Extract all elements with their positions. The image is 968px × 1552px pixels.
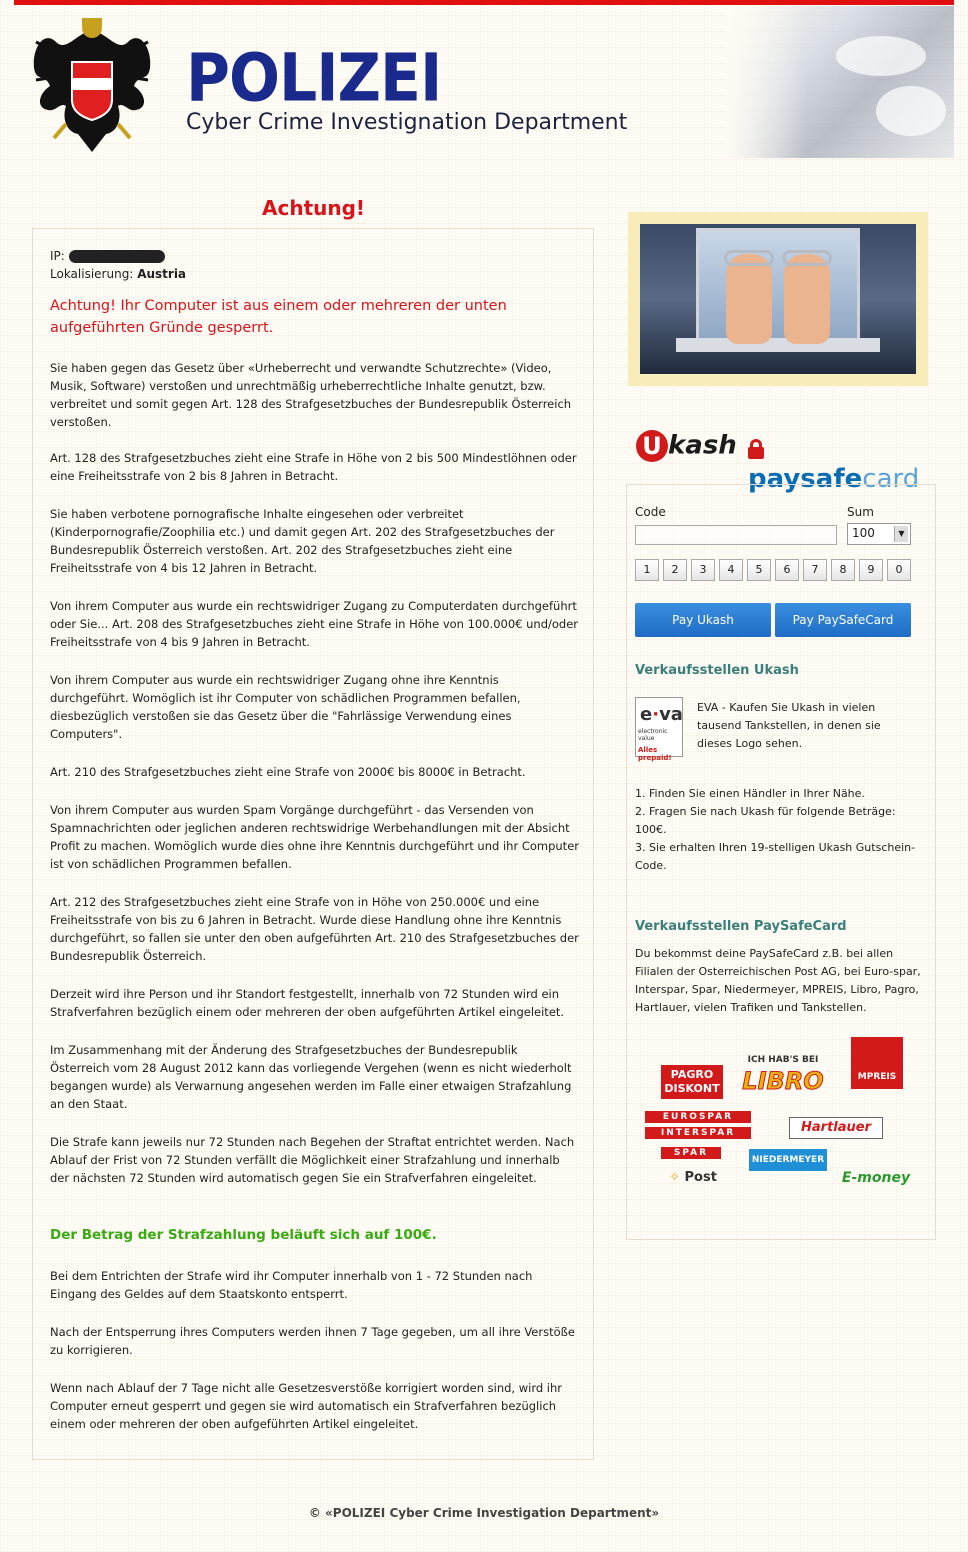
payment-sidebar bbox=[626, 210, 936, 1240]
payment-form bbox=[626, 484, 936, 1240]
paragraph: Bei dem Entrichten der Strafe wird ihr Computer innerhalb von 1 - 72 Stunden nach Eingang des Geldes auf dem Staatskonto entsperrt. bbox=[50, 1269, 533, 1301]
keypad-key-8[interactable]: 8 bbox=[831, 559, 855, 581]
spar-logo: SPAR bbox=[661, 1147, 721, 1159]
page-footer: © «POLIZEI Cyber Crime Investigation Department» bbox=[308, 1506, 660, 1520]
keypad-key-1[interactable]: 1 bbox=[635, 559, 659, 581]
location-value: Austria bbox=[137, 267, 187, 281]
keypad-key-0[interactable]: 0 bbox=[887, 559, 911, 581]
paysafe-logo-text: paysafe bbox=[748, 464, 863, 494]
keypad-key-5[interactable]: 5 bbox=[747, 559, 771, 581]
ukash-logo bbox=[636, 430, 737, 462]
achtung-heading: Achtung! bbox=[262, 196, 366, 220]
retailer-logos bbox=[627, 1055, 937, 1215]
paysafe-logo-card-text: card bbox=[862, 464, 920, 494]
paragraph: Im Zusammenhang mit der Änderung des Strafgesetzbuches der Bundesrepublik Österreich vom 28 August 2012 kann das vorliegende Vergehen (wenn es nicht wiederholt begangen wurde) als Verwarnung angesehen werden im Falle einer etwaigen Strafzahlung an den Staat. bbox=[50, 1043, 572, 1111]
location-line bbox=[50, 267, 186, 281]
paysafecard-description: Du bekommst deine PaySafeCard z.B. bei allen Filialen der Osterreichischen Post AG, bei Euro-spar, Interspar, Spar, Niedermeyer, MPREIS, Libro, Pagro, Hartlauer, vielen Trafiken und Tankstellen. bbox=[635, 947, 921, 1014]
paragraph: Von ihrem Computer aus wurde ein rechtswidriger Zugang ohne ihre Kenntnis durchgeführt. Womöglich ist ihr Computer von schädlichen Programmen befallen, diesbezüglich verstoßen sie das Gesetz über die "Fahrlässige Verwendung eines Computers". bbox=[50, 673, 521, 741]
paragraph: Von ihrem Computer aus wurden Spam Vorgänge durchgeführt - das Versenden von Spamnachrichten oder jeglichen anderen rechtswidrige Werbehandlungen mit der Absicht Profit zu machen. Womöglich wurde dies ohne ihre Kenntnis durchgeführt und ihr Computer ist von schädlichen Programmen befallen. bbox=[50, 803, 579, 871]
lock-icon bbox=[748, 439, 764, 459]
top-red-bar bbox=[14, 0, 954, 5]
post-horn-icon: ✧ bbox=[669, 1170, 680, 1185]
keypad-key-4[interactable]: 4 bbox=[719, 559, 743, 581]
laptop-base bbox=[676, 338, 880, 352]
hand-shape bbox=[876, 86, 946, 136]
post-logo-text: Post bbox=[684, 1170, 717, 1185]
eva-logo bbox=[635, 697, 683, 762]
libro-logo: LIBRO bbox=[742, 1067, 824, 1095]
paragraph: Die Strafe kann jeweils nur 72 Stunden nach Begehen der Straftat entrichtet werden. Nach Ablauf der Frist von 72 Stunden verfällt die Möglichkeit einer Strafzahlung und innerhalb der nächsten 72 Stunden wird automatisch gegen Sie ein Strafverfahren eingeleitet. bbox=[50, 1135, 575, 1185]
paragraph: Art. 212 des Strafgesetzbuches zieht eine Strafe von in Höhe von 250.000€ und eine Freiheitsstrafe von bis zu 6 Jahren in Betracht. Wurde diese Handlung ohne ihre Kenntnis durchgeführt, so fallen sie unter den oben aufgeführten Art. 210 des Strafgesetzbuches der Bundesrepublik Österreich. bbox=[50, 895, 579, 963]
payment-brand-logos bbox=[636, 428, 926, 494]
paragraph: Derzeit wird ihre Person und ihr Standort festgestellt, innerhalb von 72 Stunden wird ein Strafverfahren bezüglich einem oder mehreren der oben aufgeführten Artikel eingeleitet. bbox=[50, 987, 565, 1019]
code-label: Code bbox=[635, 505, 666, 519]
ip-redaction bbox=[69, 250, 165, 263]
ip-line bbox=[50, 249, 165, 263]
paragraph: Nach der Entsperrung ihres Computers werden ihnen 7 Tage gegeben, um all ihre Verstöße zu korrigieren. bbox=[50, 1325, 575, 1357]
photo-fade bbox=[726, 6, 806, 158]
pay-ukash-button[interactable]: Pay Ukash bbox=[635, 603, 771, 637]
post-logo bbox=[657, 1169, 729, 1187]
paragraph: Von ihrem Computer aus wurde ein rechtswidriger Zugang zu Computerdaten durchgeführt oder Sie... Art. 208 des Strafgesetzbuches zieht eine Strafe in Höhe von 100.000€ und/oder Freiheitsstrafe von 4 bis 9 Jahren in Betracht. bbox=[50, 599, 579, 649]
eva-description: EVA - Kaufen Sie Ukash in vielen tausend Tankstellen, in denen sie dieses Logo sehen. bbox=[697, 701, 881, 750]
hand-shape bbox=[836, 36, 926, 76]
keypad-key-3[interactable]: 3 bbox=[691, 559, 715, 581]
header-keyboard-photo bbox=[726, 6, 954, 158]
ukash-logo-text: kash bbox=[668, 430, 737, 461]
warning-text: Achtung! Ihr Computer ist aus einem oder mehreren der unten aufgeführten Gründe gesperrt. bbox=[50, 298, 507, 336]
hand-shape bbox=[784, 254, 830, 344]
keypad-key-9[interactable]: 9 bbox=[859, 559, 883, 581]
polizei-title: POLIZEI bbox=[186, 40, 442, 117]
page-header bbox=[14, 6, 954, 158]
eva-logo-mark: e·va bbox=[640, 704, 683, 725]
paragraph: Wenn nach Ablauf der 7 Tage nicht alle Gesetzesverstöße korrigiert worden sind, wird ihr Computer erneut gesperrt und gegen sie wird automatisch ein Strafverfahren bezüglich einem oder mehreren der oben aufgeführten Artikel eingeleitet. bbox=[50, 1381, 563, 1431]
ukash-outlets-title: Verkaufsstellen Ukash bbox=[635, 663, 799, 678]
hand-shape bbox=[726, 254, 772, 344]
handcuffs-laptop-photo bbox=[640, 224, 916, 374]
keypad-key-2[interactable]: 2 bbox=[663, 559, 687, 581]
main-content-panel bbox=[32, 228, 594, 1460]
libro-logo-tagline: ICH HAB'S BEI bbox=[747, 1055, 819, 1065]
paragraph: Sie haben verbotene pornografische Inhalte eingesehen oder verbreitet (Kinderpornografie/Zoophilia etc.) und damit gegen Art. 202 des Strafgesetzbuches der Bundesrepublik Österreich verstoßen. Art. 202 des Strafgesetzbuches zieht eine Freiheitsstrafe von 4 bis 12 Jahren in Betracht. bbox=[50, 507, 555, 575]
paragraph: Art. 210 des Strafgesetzbuches zieht eine Strafe von 2000€ bis 8000€ in Betracht. bbox=[50, 765, 526, 779]
location-label: Lokalisierung: bbox=[50, 267, 134, 281]
pagro-logo: PAGRO DISKONT bbox=[661, 1065, 723, 1099]
mpreis-logo: MPREIS bbox=[851, 1037, 903, 1089]
emoney-logo: E-money bbox=[841, 1170, 911, 1186]
hartlauer-logo: Hartlauer bbox=[789, 1117, 883, 1139]
sum-select-value: 100 bbox=[852, 526, 875, 540]
handcuff-shape bbox=[782, 250, 832, 266]
keypad-key-6[interactable]: 6 bbox=[775, 559, 799, 581]
ukash-step: 2. Fragen Sie nach Ukash für folgende Beträge: 100€. bbox=[635, 805, 896, 836]
handcuffs-photo-frame bbox=[628, 212, 928, 386]
fine-amount: Der Betrag der Strafzahlung beläuft sich auf 100€. bbox=[50, 1227, 437, 1243]
ukash-u-icon: U bbox=[636, 430, 668, 462]
paragraph: Art. 128 des Strafgesetzbuches zieht eine Strafe in Höhe von 2 bis 500 Mindestlöhnen oder eine Freiheitsstrafe von 2 bis 8 Jahren in Betracht. bbox=[50, 451, 577, 483]
eva-logo-sub: electronic value bbox=[638, 728, 668, 742]
sum-select[interactable] bbox=[847, 523, 911, 545]
eva-logo-prepaid: Alles prepaid! bbox=[638, 746, 672, 762]
paragraph: Sie haben gegen das Gesetz über «Urheberrecht und verwandte Schutzrechte» (Video, Musik, Software) verstoßen und unrechtmäßig urheberrechtliche Inhalte genutzt, bzw. verbreitet und somit gegen Art. 128 des Strafgesetzbuches der Bundesrepublik Österreich verstoßen. bbox=[50, 361, 572, 429]
handcuff-shape bbox=[724, 250, 774, 266]
eurospar-logo: EUROSPAR bbox=[645, 1111, 751, 1123]
niedermeyer-logo: NIEDERMEYER bbox=[749, 1149, 827, 1171]
ip-label: IP: bbox=[50, 249, 65, 263]
code-input[interactable] bbox=[635, 525, 837, 545]
sum-label: Sum bbox=[847, 505, 874, 519]
keypad-key-7[interactable]: 7 bbox=[803, 559, 827, 581]
ukash-step: 1. Finden Sie einen Händler in Ihrer Nähe. bbox=[635, 787, 865, 800]
chevron-down-icon[interactable]: ▼ bbox=[894, 526, 908, 542]
laptop-screen bbox=[696, 228, 860, 340]
austrian-eagle-emblem-icon bbox=[26, 12, 158, 156]
interspar-logo: INTERSPAR bbox=[645, 1127, 751, 1139]
department-subtitle: Cyber Crime Investignation Department bbox=[186, 110, 628, 135]
ukash-step: 3. Sie erhalten Ihren 19-stelligen Ukash Gutschein-Code. bbox=[635, 841, 916, 872]
paysafecard-outlets-title: Verkaufsstellen PaySafeCard bbox=[635, 919, 847, 934]
code-keypad bbox=[635, 559, 915, 581]
pay-paysafecard-button[interactable]: Pay PaySafeCard bbox=[775, 603, 911, 637]
